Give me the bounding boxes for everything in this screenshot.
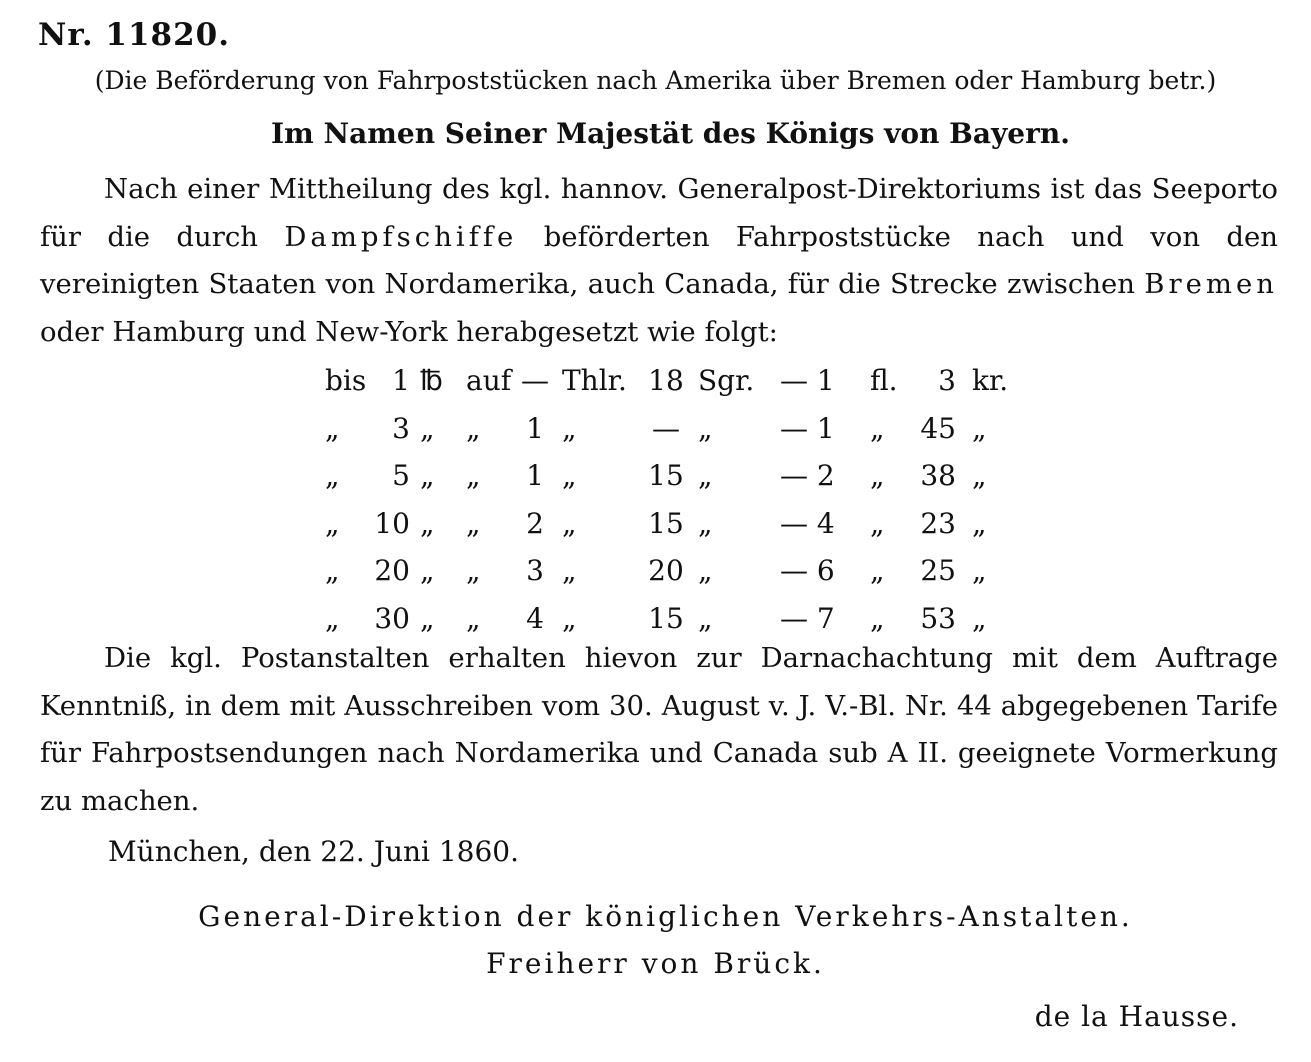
rate-thlr: 1 — [526, 411, 544, 445]
rate-weight-unit: ℔ — [420, 364, 443, 397]
ditto-mark: „ — [466, 506, 481, 540]
signer-name: Freiherr von Brück. — [486, 947, 825, 980]
ditto-mark: „ — [562, 506, 577, 540]
ditto-mark: „ — [466, 459, 481, 492]
ditto-mark: „ — [972, 554, 987, 587]
ditto-mark: „ — [420, 506, 435, 540]
ditto-mark: „ — [325, 459, 340, 492]
ditto-mark: „ — [870, 459, 885, 492]
ditto-mark: „ — [420, 554, 435, 587]
rate-fl: — 6 — [780, 554, 835, 587]
rate-row — [310, 405, 1030, 453]
ditto-mark: „ — [870, 554, 885, 587]
ditto-mark: „ — [325, 601, 340, 635]
ditto-mark: „ — [698, 459, 713, 492]
paragraph-text-before: Nach einer Mittheilung des kgl. hannov. Generalpost-Direktoriums ist das Seeporto für die durch — [40, 173, 1278, 253]
rate-thlr: 4 — [526, 601, 544, 635]
rate-row — [310, 547, 1030, 595]
ditto-mark: „ — [698, 601, 713, 635]
ditto-mark: „ — [698, 554, 713, 587]
rate-auf: auf — [466, 364, 512, 397]
paragraph-text-middle: beförderten Fahrpoststücke nach und von den vereinigten Staaten von Nordamerika, auch Canada, für die Strecke zwischen — [40, 220, 1278, 300]
ditto-mark: „ — [562, 459, 577, 492]
ditto-mark: „ — [562, 411, 577, 445]
rate-weight: 10 — [374, 506, 410, 540]
ditto-mark: „ — [420, 411, 435, 445]
paragraph-text-after: oder Hamburg und New-York herabgesetzt wie folgt: — [40, 315, 778, 348]
rate-thlr: 1 — [526, 459, 544, 492]
ditto-mark: „ — [466, 411, 481, 445]
paragraph-announcement — [40, 166, 1278, 356]
rate-kr-unit: kr. — [972, 364, 1009, 397]
ditto-mark: „ — [972, 601, 987, 635]
rate-kr: 25 — [920, 554, 956, 587]
rate-sgr: 15 — [648, 601, 684, 635]
paragraph-instruction: Die kgl. Postanstalten erhalten hievon zur Darnachachtung mit dem Auftrage Kenntniß, in dem mit Ausschreiben vom 30. August v. J. V.-Bl. Nr. 44 abgegebenen Tarife für Fahrpostsendungen nach Nordamerika und Canada sub A II. geeignete Vormerkung zu machen. — [40, 642, 1278, 817]
ditto-mark: „ — [698, 506, 713, 540]
rate-fl: — 1 — [780, 411, 835, 445]
ditto-mark: „ — [972, 411, 987, 445]
rate-sgr: 20 — [648, 554, 684, 587]
rate-fl-unit: fl. — [870, 364, 898, 397]
rate-row-header — [310, 357, 1030, 405]
rate-thlr: 3 — [526, 554, 544, 587]
rate-sgr: 15 — [648, 459, 684, 492]
ditto-mark: „ — [562, 601, 577, 635]
rate-fl: — 7 — [780, 601, 835, 635]
rate-weight: 3 — [392, 411, 410, 445]
rate-weight: 5 — [392, 459, 410, 492]
rate-weight: 30 — [374, 601, 410, 635]
document-number: Nr. 11820. — [38, 17, 231, 53]
ditto-mark: „ — [325, 411, 340, 445]
rate-sgr: — — [652, 411, 680, 445]
ditto-mark: „ — [972, 459, 987, 492]
ditto-mark: „ — [972, 506, 987, 540]
document-heading: Im Namen Seiner Majestät des Königs von Bayern. — [271, 117, 1070, 150]
ditto-mark: „ — [420, 601, 435, 635]
rate-kr: 45 — [920, 411, 956, 445]
ditto-mark: „ — [698, 411, 713, 445]
rate-thlr: 2 — [526, 506, 544, 540]
rate-weight: 20 — [374, 554, 410, 587]
ditto-mark: „ — [562, 554, 577, 587]
rate-thlr: — — [521, 364, 549, 397]
rate-table — [310, 357, 1030, 642]
issuing-authority: General-Direktion der königlichen Verkehrs-Anstalten. — [198, 900, 1133, 933]
rate-sgr-unit: Sgr. — [698, 364, 755, 397]
rate-weight: 1 — [392, 364, 410, 397]
rate-kr: 38 — [920, 459, 956, 492]
rate-kr: 53 — [920, 601, 956, 635]
rate-row — [310, 452, 1030, 500]
ditto-mark: „ — [325, 506, 340, 540]
paragraph-spaced-word-2: Bremen — [1144, 268, 1278, 300]
ditto-mark: „ — [870, 601, 885, 635]
rate-fl: — 4 — [780, 506, 835, 540]
ditto-mark: „ — [325, 554, 340, 587]
ditto-mark: „ — [870, 411, 885, 445]
ditto-mark: „ — [466, 601, 481, 635]
rate-sgr: 15 — [648, 506, 684, 540]
date-line: München, den 22. Juni 1860. — [108, 835, 520, 868]
rate-thlr-unit: Thlr. — [562, 364, 627, 397]
ditto-mark: „ — [870, 506, 885, 540]
rate-kr: 23 — [920, 506, 956, 540]
ditto-mark: „ — [466, 554, 481, 587]
cosigner-name: de la Hausse. — [1034, 1000, 1239, 1033]
rate-sgr: 18 — [648, 364, 684, 397]
rate-fl: — 2 — [780, 459, 835, 492]
ditto-mark: „ — [420, 459, 435, 492]
rate-row — [310, 500, 1030, 548]
rate-bis: bis — [325, 364, 367, 397]
rate-kr: 3 — [938, 364, 956, 397]
rate-fl: — 1 — [780, 364, 835, 397]
paragraph-spaced-word: Dampfschiffe — [284, 220, 518, 253]
document-subject: (Die Beförderung von Fahrpoststücken nach Amerika über Bremen oder Hamburg betr.) — [94, 66, 1217, 95]
